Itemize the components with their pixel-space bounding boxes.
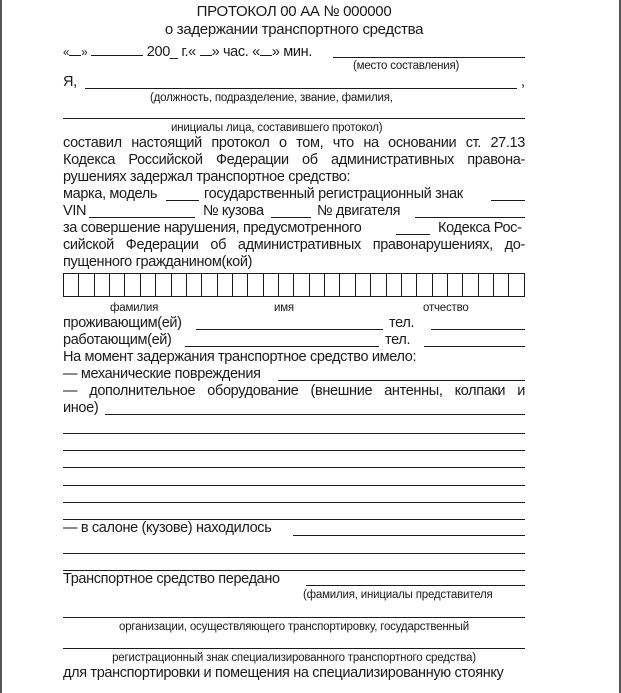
transfer-caption-2: организации, осуществляющего транспортировку, государственный — [119, 621, 469, 633]
condition-heading: На момент задержания транспортное средство имело: — [63, 349, 417, 365]
year-text: 200_ г.« — [146, 44, 196, 60]
equipment-line-4[interactable] — [63, 467, 525, 468]
grid-cell[interactable] — [417, 274, 432, 296]
grid-cell[interactable] — [172, 274, 187, 296]
grid-cell[interactable] — [387, 274, 402, 296]
day-field[interactable] — [69, 43, 81, 56]
month-field[interactable] — [91, 43, 143, 56]
grid-cell[interactable] — [371, 274, 386, 296]
officer-caption-2: инициалы лица, составившего протокол) — [171, 122, 383, 134]
grid-cell[interactable] — [448, 274, 463, 296]
equipment-label-2: иное) — [63, 400, 99, 416]
transfer-field-3[interactable] — [63, 648, 525, 649]
name-character-grid[interactable] — [63, 273, 525, 297]
grid-cell[interactable] — [202, 274, 217, 296]
cabin-label: — в салоне (кузове) находилось — [63, 520, 272, 536]
grid-cell[interactable] — [141, 274, 156, 296]
transfer-caption-3: регистрационный знак специализированного транспортного средства) — [112, 652, 476, 664]
grid-cell[interactable] — [279, 274, 294, 296]
grid-cell[interactable] — [310, 274, 325, 296]
officer-field-2[interactable] — [63, 118, 525, 119]
transfer-field[interactable] — [306, 585, 525, 586]
grid-cell[interactable] — [125, 274, 140, 296]
body-number-label: № кузова — [203, 203, 264, 219]
living-address-field[interactable] — [196, 329, 383, 330]
article-field[interactable] — [396, 234, 430, 235]
paragraph-1-line-1: составил настоящий протокол о том, что на основании ст. 27.13 — [63, 135, 525, 151]
grid-cell[interactable] — [95, 274, 110, 296]
violation-text-2: сийской Федерации об административных правонарушениях, до- — [63, 237, 525, 253]
page-border-left — [0, 0, 2, 693]
grid-cell[interactable] — [156, 274, 171, 296]
engine-number-label: № двигателя — [317, 203, 401, 219]
grid-cell[interactable] — [187, 274, 202, 296]
grid-cell[interactable] — [402, 274, 417, 296]
day-close-quote: » — [81, 47, 88, 59]
work-address-field[interactable] — [185, 346, 379, 347]
grid-cell[interactable] — [110, 274, 125, 296]
grid-cell[interactable] — [264, 274, 279, 296]
document-subtitle: о задержании транспортного средства — [164, 21, 424, 38]
grid-cell[interactable] — [509, 274, 524, 296]
grid-cell[interactable] — [248, 274, 263, 296]
working-label: работающим(ей) — [63, 332, 172, 348]
damage-label: — механические повреждения — [63, 366, 261, 382]
transfer-label: Транспортное средство передано — [63, 571, 280, 587]
make-field[interactable] — [166, 200, 199, 201]
hour-label: » час. « — [211, 44, 260, 60]
equipment-label-1: — дополнительное оборудование (внешние антенны, колпаки и — [63, 383, 525, 399]
grid-cell[interactable] — [325, 274, 340, 296]
work-phone-field[interactable] — [424, 346, 525, 347]
caption-surname: фамилия — [110, 302, 159, 314]
document-title: ПРОТОКОЛ 00 АА № 000000 — [196, 3, 392, 20]
date-line — [63, 43, 312, 62]
officer-field[interactable] — [85, 88, 517, 89]
hour-field[interactable] — [200, 43, 212, 56]
grid-cell[interactable] — [218, 274, 233, 296]
damage-field[interactable] — [278, 380, 525, 381]
transfer-final: для транспортировки и помещения на специализированную стоянку — [63, 665, 504, 681]
body-number-field[interactable] — [271, 217, 311, 218]
cabin-field[interactable] — [293, 535, 525, 536]
equipment-line-6[interactable] — [63, 502, 525, 503]
grid-cell[interactable] — [79, 274, 94, 296]
officer-prefix: Я, — [63, 74, 77, 90]
cabin-line-2[interactable] — [63, 553, 525, 554]
officer-caption-1: (должность, подразделение, звание, фамилия, — [150, 92, 393, 104]
work-phone-label: тел. — [385, 332, 411, 348]
officer-suffix: , — [521, 74, 525, 90]
paragraph-1-line-2: Кодекса Российской Федерации об административных правона- — [63, 152, 525, 168]
vin-label: VIN — [63, 203, 87, 219]
grid-cell[interactable] — [479, 274, 494, 296]
grid-cell[interactable] — [294, 274, 309, 296]
grid-cell[interactable] — [64, 274, 79, 296]
violation-text-1: за совершение нарушения, предусмотренного — [63, 220, 362, 236]
transfer-field-2[interactable] — [63, 617, 525, 618]
paragraph-1-line-3: рушениях задержал транспортное средство: — [63, 169, 351, 185]
engine-number-field[interactable] — [415, 217, 525, 218]
vin-field[interactable] — [89, 217, 195, 218]
minute-label: » мин. — [271, 44, 312, 60]
living-phone-field[interactable] — [431, 329, 525, 330]
place-caption: (место составления) — [353, 60, 460, 72]
grid-cell[interactable] — [463, 274, 478, 296]
make-label: марка, модель — [63, 186, 158, 202]
equipment-field[interactable] — [105, 414, 525, 415]
equipment-line-3[interactable] — [63, 450, 525, 451]
equipment-line-2[interactable] — [63, 433, 525, 434]
violation-text-3: пущенного гражданином(кой) — [63, 254, 253, 270]
caption-patronymic: отчество — [423, 302, 469, 314]
grid-cell[interactable] — [494, 274, 509, 296]
grid-cell[interactable] — [233, 274, 248, 296]
violation-text-1b: Кодекса Рос- — [438, 220, 522, 236]
plate-label: государственный регистрационный знак — [204, 186, 463, 202]
living-label: проживающим(ей) — [63, 315, 182, 331]
minute-field[interactable] — [260, 43, 272, 56]
grid-cell[interactable] — [340, 274, 355, 296]
living-phone-label: тел. — [389, 315, 415, 331]
day-open-quote: « — [63, 47, 70, 59]
equipment-line-5[interactable] — [63, 485, 525, 486]
grid-cell[interactable] — [433, 274, 448, 296]
transfer-caption-1: (фамилия, инициалы представителя — [303, 589, 493, 601]
caption-first-name: имя — [274, 302, 294, 314]
grid-cell[interactable] — [356, 274, 371, 296]
plate-field[interactable] — [491, 200, 525, 201]
